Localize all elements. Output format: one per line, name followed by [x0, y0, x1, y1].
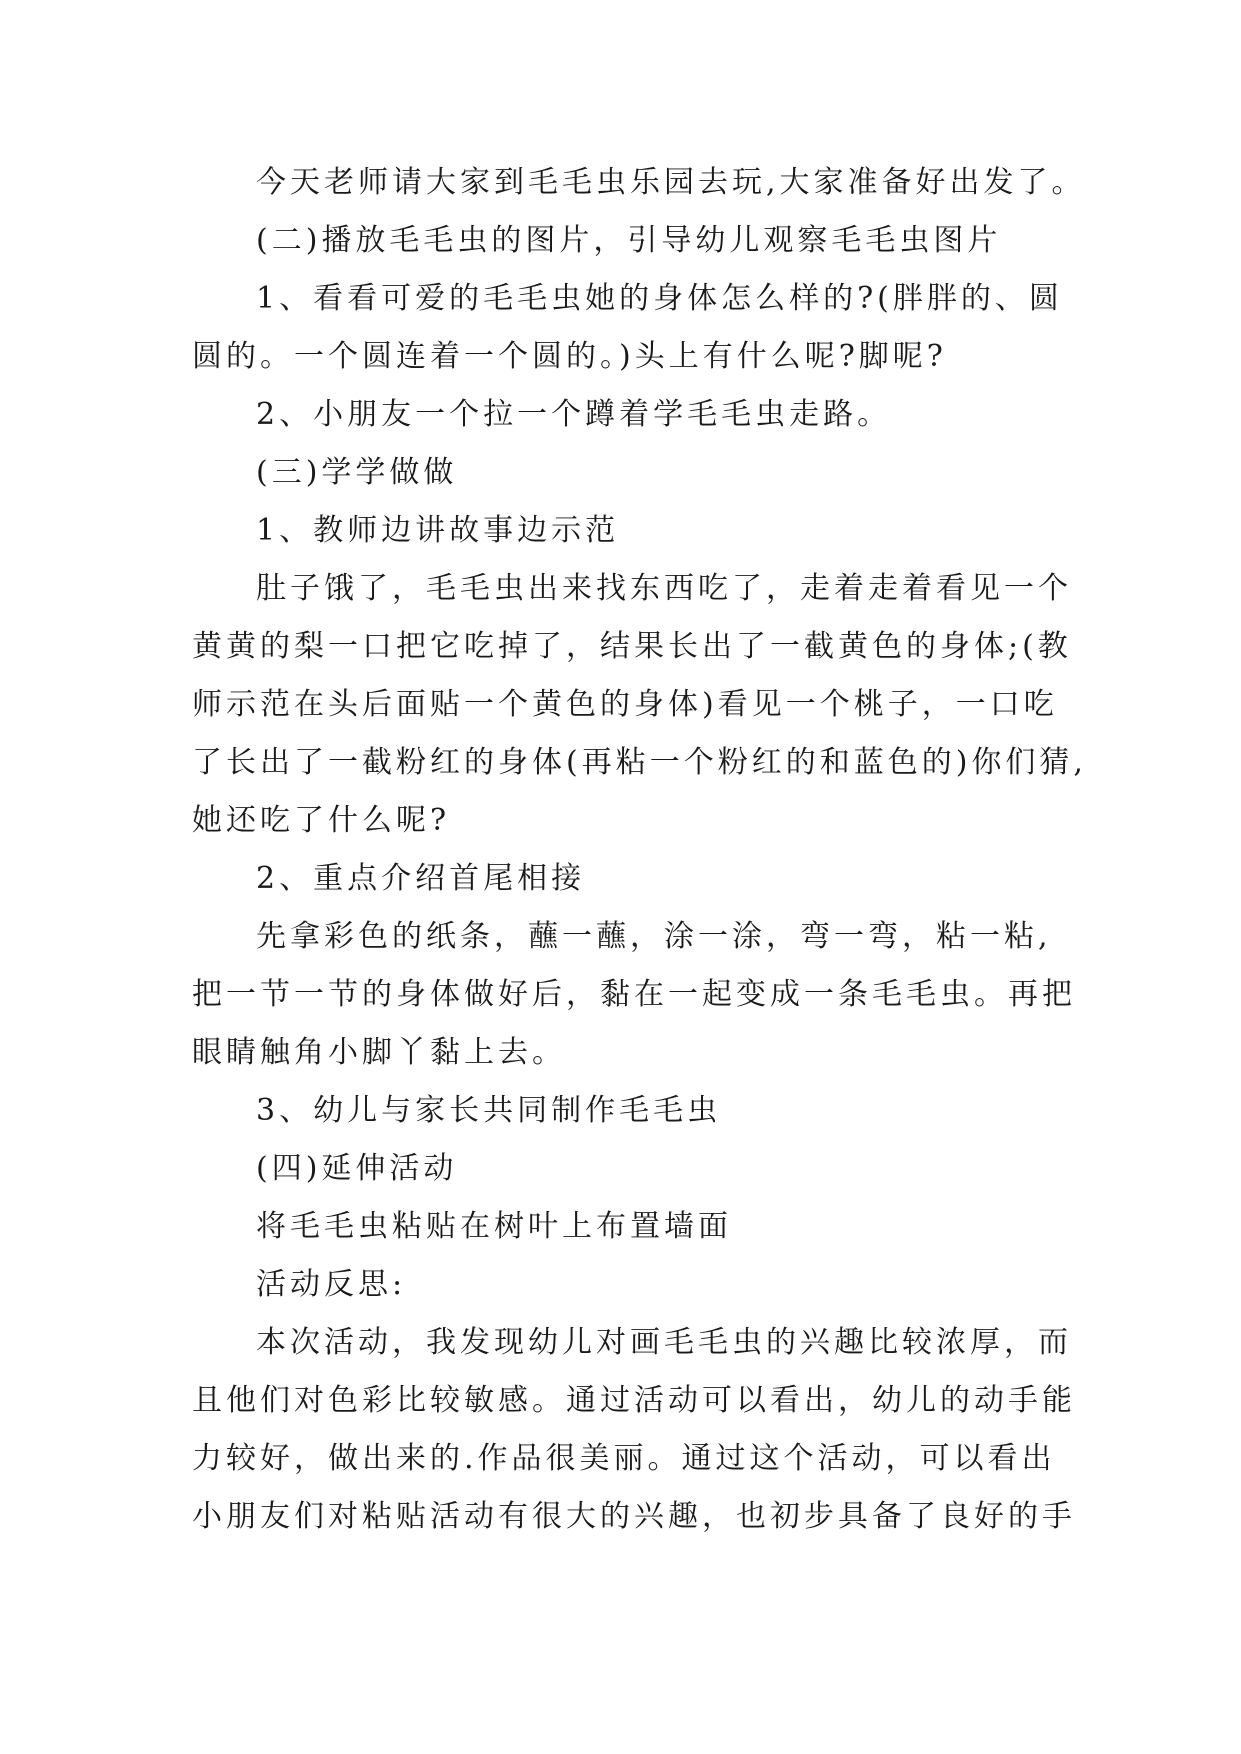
text-line: 师示范在头后面贴一个黄色的身体)看见一个桃子，一口吃: [192, 687, 1058, 722]
section-heading: (二)播放毛毛虫的图片，引导幼儿观察毛毛虫图片: [256, 223, 1002, 258]
reflection-heading: 活动反思:: [256, 1267, 407, 1302]
text-line: 3、幼儿与家长共同制作毛毛虫: [256, 1093, 722, 1128]
section-heading: (四)延伸活动: [256, 1151, 458, 1186]
section-heading: (三)学学做做: [256, 455, 458, 490]
text-line: 本次活动，我发现幼儿对画毛毛虫的兴趣比较浓厚，而: [256, 1325, 1072, 1360]
text-line: 先拿彩色的纸条，蘸一蘸，涂一涂，弯一弯，粘一粘,: [256, 919, 1052, 954]
text-line: 2、小朋友一个拉一个蹲着学毛毛虫走路。: [256, 397, 892, 432]
text-line: 将毛毛虫粘贴在树叶上布置墙面: [256, 1209, 732, 1244]
text-line: 圆的。一个圆连着一个圆的。)头上有什么呢?脚呢?: [192, 339, 947, 374]
text-line: 黄黄的梨一口把它吃掉了，结果长出了一截黄色的身体;(教: [192, 629, 1072, 664]
text-line: 眼睛触角小脚丫黏上去。: [192, 1035, 566, 1070]
text-line: 2、重点介绍首尾相接: [256, 861, 586, 896]
text-line: 她还吃了什么呢?: [192, 803, 451, 838]
text-line: 把一节一节的身体做好后，黏在一起变成一条毛毛虫。再把: [192, 977, 1076, 1012]
text-line: 小朋友们对粘贴活动有很大的兴趣，也初步具备了良好的手: [192, 1499, 1076, 1534]
text-line: 1、教师边讲故事边示范: [256, 513, 620, 548]
text-line: 且他们对色彩比较敏感。通过活动可以看出，幼儿的动手能: [192, 1383, 1076, 1418]
text-line: 了长出了一截粉红的身体(再粘一个粉红的和蓝色的)你们猜,: [192, 745, 1087, 780]
text-line: 力较好，做出来的.作品很美丽。通过这个活动，可以看出: [192, 1441, 1056, 1476]
text-line: 1、看看可爱的毛毛虫她的身体怎么样的?(胖胖的、圆: [256, 281, 1063, 316]
text-line: 今天老师请大家到毛毛虫乐园去玩,大家准备好出发了。: [256, 165, 1086, 200]
text-line: 肚子饿了，毛毛虫出来找东西吃了，走着走着看见一个: [256, 571, 1072, 606]
